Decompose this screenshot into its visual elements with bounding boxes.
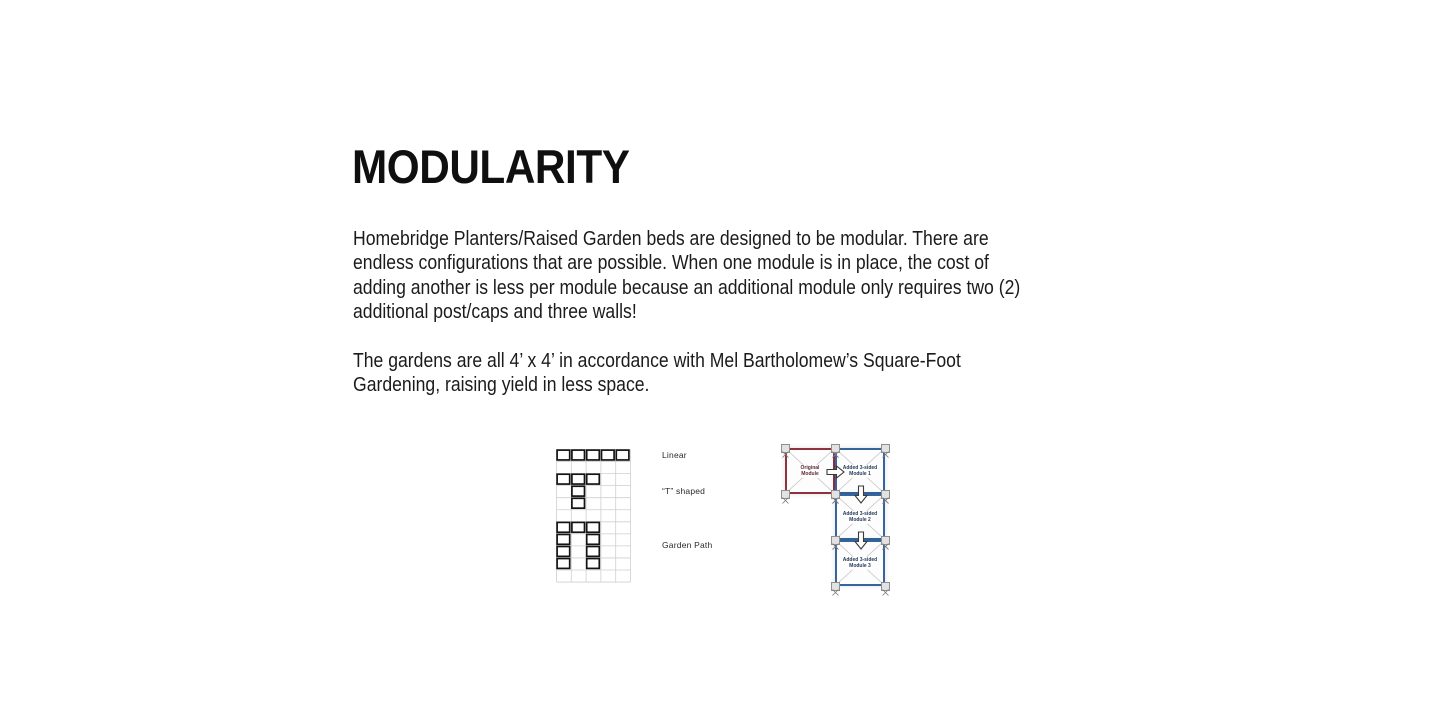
post-cap-icon [831, 490, 840, 499]
post-cap-icon [831, 444, 840, 453]
arrow-down-icon [854, 531, 868, 550]
module-label-line: Added 3-sided [842, 556, 878, 563]
config-cell-linear [572, 450, 585, 460]
module-label-line: Module 3 [849, 563, 871, 569]
paragraph-line: additional post/caps and three walls! [353, 300, 637, 323]
config-cell-linear [602, 450, 615, 460]
config-cell-t-shaped [557, 474, 570, 484]
config-cell-garden-path [557, 547, 570, 557]
config-cell-garden-path [572, 522, 585, 532]
config-cell-linear [616, 450, 629, 460]
arrow-down-icon [854, 485, 868, 504]
page-title: MODULARITY [352, 140, 630, 193]
config-cell-t-shaped [572, 474, 585, 484]
arrow-down-icon [854, 485, 868, 504]
arrow-right-icon [826, 465, 845, 479]
post-cap-icon [881, 582, 890, 591]
post-cap-icon [831, 582, 840, 591]
post-cap-icon [831, 536, 840, 545]
config-cell-linear [587, 450, 600, 460]
module-label-line: Module [801, 471, 819, 477]
config-cell-garden-path [557, 534, 570, 544]
paragraph-line: The gardens are all 4’ x 4’ in accordance with Mel Bartholomew’s Square-Foot [353, 350, 961, 372]
module-label-line: Added 3-sided [842, 510, 878, 517]
config-cell-garden-path [557, 559, 570, 569]
module-label-line: Module 2 [849, 517, 871, 523]
configurations-grid [556, 449, 632, 584]
module-label-line: Added 3-sided [842, 464, 878, 471]
paragraph-line: adding another is less per module because an additional module only requires two (2) [353, 276, 1021, 299]
config-label-garden-path: Garden Path [662, 539, 713, 550]
config-cell-garden-path [557, 522, 570, 532]
body-paragraph-2 [353, 349, 961, 398]
config-cell-t-shaped [572, 498, 585, 508]
config-cell-garden-path [587, 534, 600, 544]
paragraph-line: Gardening, raising yield in less space. [353, 374, 650, 397]
config-cell-t-shaped [572, 486, 585, 496]
module-label-line: Original [800, 464, 820, 471]
paragraph-line: endless configurations that are possible. When one module is in place, the cost of [353, 252, 989, 275]
module-label-added-2 [837, 511, 883, 524]
arrow-down-icon [854, 531, 868, 550]
config-cell-linear [557, 450, 570, 460]
post-cap-icon [881, 536, 890, 545]
post-cap-icon [881, 444, 890, 453]
paragraph-line: Homebridge Planters/Raised Garden beds are designed to be modular. There are [353, 228, 989, 250]
post-cap-icon [781, 490, 790, 499]
post-cap-icon [881, 490, 890, 499]
config-cell-garden-path [587, 547, 600, 557]
arrow-right-icon [826, 465, 845, 479]
config-label-linear: Linear [662, 449, 687, 460]
body-paragraph-1 [353, 227, 1020, 324]
module-label-added-3 [837, 557, 883, 570]
module-label-line: Module 1 [849, 471, 871, 477]
config-label-t-shaped: “T” shaped [662, 485, 706, 496]
post-cap-icon [781, 444, 790, 453]
config-cell-garden-path [587, 522, 600, 532]
config-cell-garden-path [587, 559, 600, 569]
config-cell-t-shaped [587, 474, 600, 484]
